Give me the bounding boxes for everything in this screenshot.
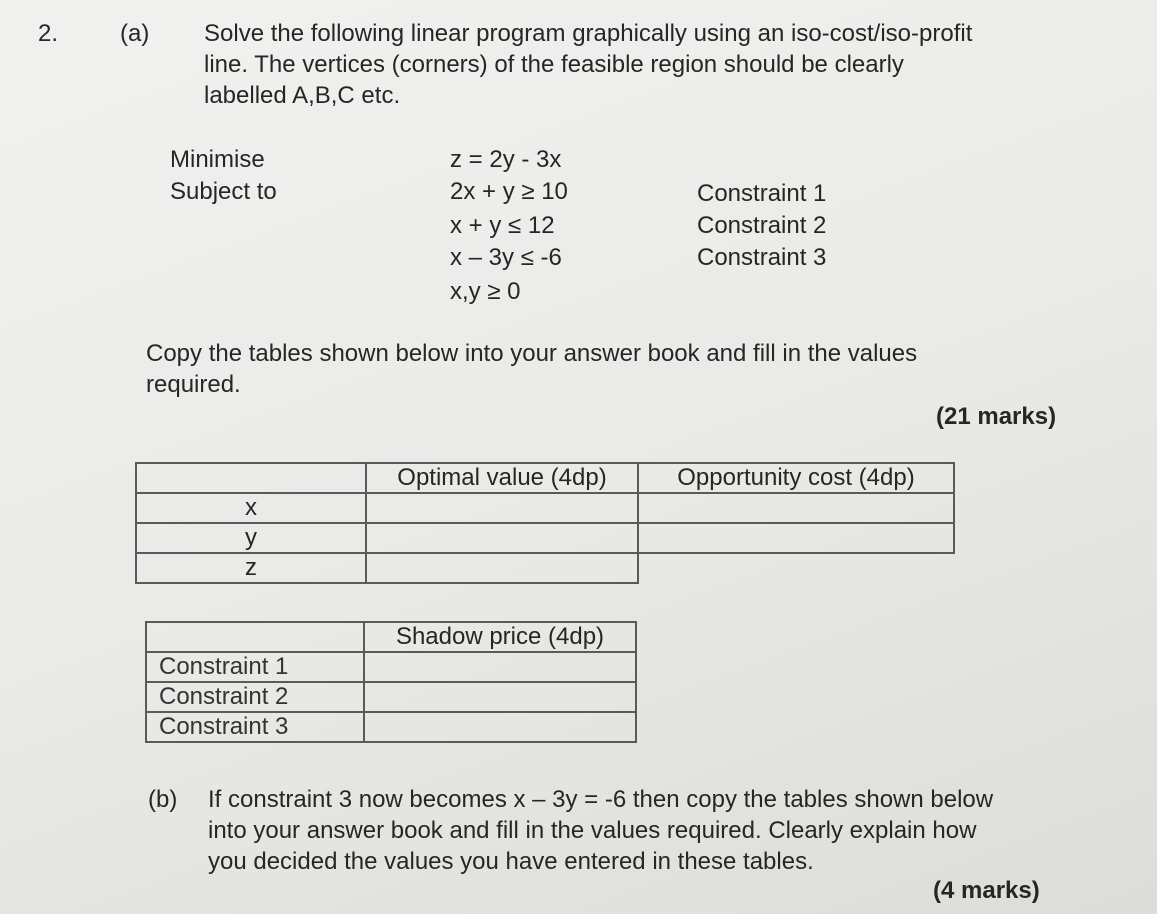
answer-cell bbox=[366, 553, 638, 583]
part-a-intro bbox=[204, 18, 972, 111]
row-label-y: y bbox=[136, 523, 366, 553]
answer-cell bbox=[638, 523, 954, 553]
part-b-label: (b) bbox=[148, 786, 178, 813]
table-header-row bbox=[136, 463, 954, 493]
part-a-marks: (21 marks) bbox=[936, 403, 1057, 430]
table-header-row bbox=[146, 622, 636, 652]
answer-cell bbox=[364, 652, 636, 682]
subject-to-label: Subject to bbox=[170, 178, 277, 205]
header-optimal-value: Optimal value (4dp) bbox=[366, 463, 638, 493]
minimise-label: Minimise bbox=[170, 146, 265, 173]
table-row bbox=[136, 493, 954, 523]
part-b-line: If constraint 3 now becomes x – 3y = -6 then copy the tables shown below bbox=[208, 786, 994, 813]
intro-line: labelled A,B,C etc. bbox=[204, 82, 401, 109]
optimal-value-table bbox=[135, 462, 955, 584]
row-label-constraint-1: Constraint 1 bbox=[146, 652, 364, 682]
header-cell-blank bbox=[146, 622, 364, 652]
part-b-line: into your answer book and fill in the values required. Clearly explain how bbox=[208, 817, 977, 844]
row-label-constraint-3: Constraint 3 bbox=[146, 712, 364, 742]
empty-area bbox=[638, 553, 954, 583]
row-label-x: x bbox=[136, 493, 366, 523]
table-row bbox=[146, 652, 636, 682]
table-row bbox=[146, 712, 636, 742]
part-b-marks: (4 marks) bbox=[933, 877, 1040, 904]
answer-cell bbox=[638, 493, 954, 523]
constraint-2-name: Constraint 2 bbox=[697, 212, 827, 239]
part-a-label: (a) bbox=[120, 20, 150, 47]
answer-cell bbox=[366, 493, 638, 523]
row-label-z: z bbox=[136, 553, 366, 583]
constraint-2-expression: x + y ≤ 12 bbox=[450, 212, 555, 239]
copy-instruction-line: required. bbox=[146, 371, 241, 398]
copy-instruction-line: Copy the tables shown below into your answer book and fill in the values bbox=[146, 340, 918, 367]
answer-cell bbox=[364, 682, 636, 712]
constraint-3-name: Constraint 3 bbox=[697, 244, 827, 271]
shadow-price-table bbox=[145, 621, 637, 743]
table-row bbox=[146, 682, 636, 712]
copy-instruction bbox=[146, 338, 917, 400]
constraint-1-expression: 2x + y ≥ 10 bbox=[450, 178, 568, 205]
header-cell-blank bbox=[136, 463, 366, 493]
constraint-1-name: Constraint 1 bbox=[697, 180, 827, 207]
intro-line: line. The vertices (corners) of the feasible region should be clearly bbox=[204, 51, 904, 78]
part-b-text bbox=[208, 784, 993, 877]
constraint-3-expression: x – 3y ≤ -6 bbox=[450, 244, 562, 271]
part-b-line: you decided the values you have entered in these tables. bbox=[208, 848, 814, 875]
table-row bbox=[136, 523, 954, 553]
intro-line: Solve the following linear program graphically using an iso-cost/iso-profit bbox=[204, 20, 973, 47]
objective-function: z = 2y - 3x bbox=[450, 146, 562, 173]
nonnegativity-constraint: x,y ≥ 0 bbox=[450, 278, 521, 305]
answer-cell bbox=[364, 712, 636, 742]
table-row bbox=[136, 553, 954, 583]
answer-cell bbox=[366, 523, 638, 553]
header-opportunity-cost: Opportunity cost (4dp) bbox=[638, 463, 954, 493]
question-number: 2. bbox=[38, 20, 59, 47]
header-shadow-price: Shadow price (4dp) bbox=[364, 622, 636, 652]
row-label-constraint-2: Constraint 2 bbox=[146, 682, 364, 712]
